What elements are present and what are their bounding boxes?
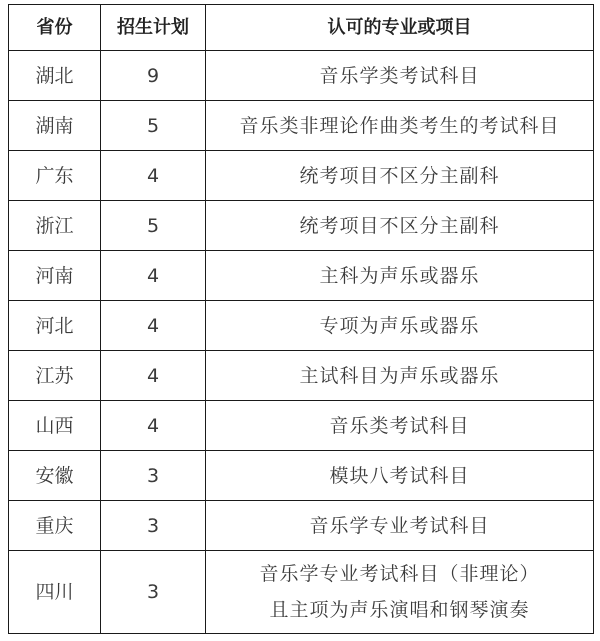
table-row xyxy=(9,251,594,301)
cell-province: 广东 xyxy=(9,151,101,201)
table-row xyxy=(9,401,594,451)
cell-province: 山西 xyxy=(9,401,101,451)
cell-subjects: 统考项目不区分主副科 xyxy=(206,151,594,201)
table-row xyxy=(9,451,594,501)
table-header-row xyxy=(9,5,594,51)
cell-subjects-line: 音乐学专业考试科目（非理论） xyxy=(259,563,540,585)
cell-subjects-line: 且主项为声乐演唱和钢琴演奏 xyxy=(269,599,530,621)
cell-plan: 3 xyxy=(101,551,206,634)
table-row xyxy=(9,101,594,151)
cell-province: 四川 xyxy=(9,551,101,634)
cell-province: 河北 xyxy=(9,301,101,351)
cell-province: 江苏 xyxy=(9,351,101,401)
cell-plan: 4 xyxy=(101,151,206,201)
cell-subjects: 音乐学类考试科目 xyxy=(206,51,594,101)
cell-subjects: 主科为声乐或器乐 xyxy=(206,251,594,301)
cell-plan: 4 xyxy=(101,351,206,401)
cell-plan: 4 xyxy=(101,251,206,301)
cell-province: 重庆 xyxy=(9,501,101,551)
table-row xyxy=(9,51,594,101)
cell-subjects: 音乐类非理论作曲类考生的考试科目 xyxy=(206,101,594,151)
cell-subjects: 音乐类考试科目 xyxy=(206,401,594,451)
table-row xyxy=(9,151,594,201)
cell-plan: 3 xyxy=(101,501,206,551)
cell-plan: 5 xyxy=(101,201,206,251)
table-row xyxy=(9,201,594,251)
cell-province: 浙江 xyxy=(9,201,101,251)
cell-plan: 4 xyxy=(101,301,206,351)
table-row xyxy=(9,301,594,351)
cell-subjects: 专项为声乐或器乐 xyxy=(206,301,594,351)
cell-plan: 3 xyxy=(101,451,206,501)
header-subjects: 认可的专业或项目 xyxy=(206,5,594,51)
header-plan: 招生计划 xyxy=(101,5,206,51)
cell-subjects: 模块八考试科目 xyxy=(206,451,594,501)
table-row xyxy=(9,351,594,401)
cell-subjects: 音乐学专业考试科目 xyxy=(206,501,594,551)
cell-province: 湖南 xyxy=(9,101,101,151)
admission-plan-table xyxy=(8,4,594,634)
cell-province: 河南 xyxy=(9,251,101,301)
cell-province: 安徽 xyxy=(9,451,101,501)
table-row xyxy=(9,551,594,634)
cell-subjects: 统考项目不区分主副科 xyxy=(206,201,594,251)
cell-subjects xyxy=(206,551,594,634)
table-row xyxy=(9,501,594,551)
cell-province: 湖北 xyxy=(9,51,101,101)
cell-plan: 5 xyxy=(101,101,206,151)
header-province: 省份 xyxy=(9,5,101,51)
cell-plan: 4 xyxy=(101,401,206,451)
cell-subjects: 主试科目为声乐或器乐 xyxy=(206,351,594,401)
admission-plan-table-container xyxy=(8,4,594,634)
cell-plan: 9 xyxy=(101,51,206,101)
